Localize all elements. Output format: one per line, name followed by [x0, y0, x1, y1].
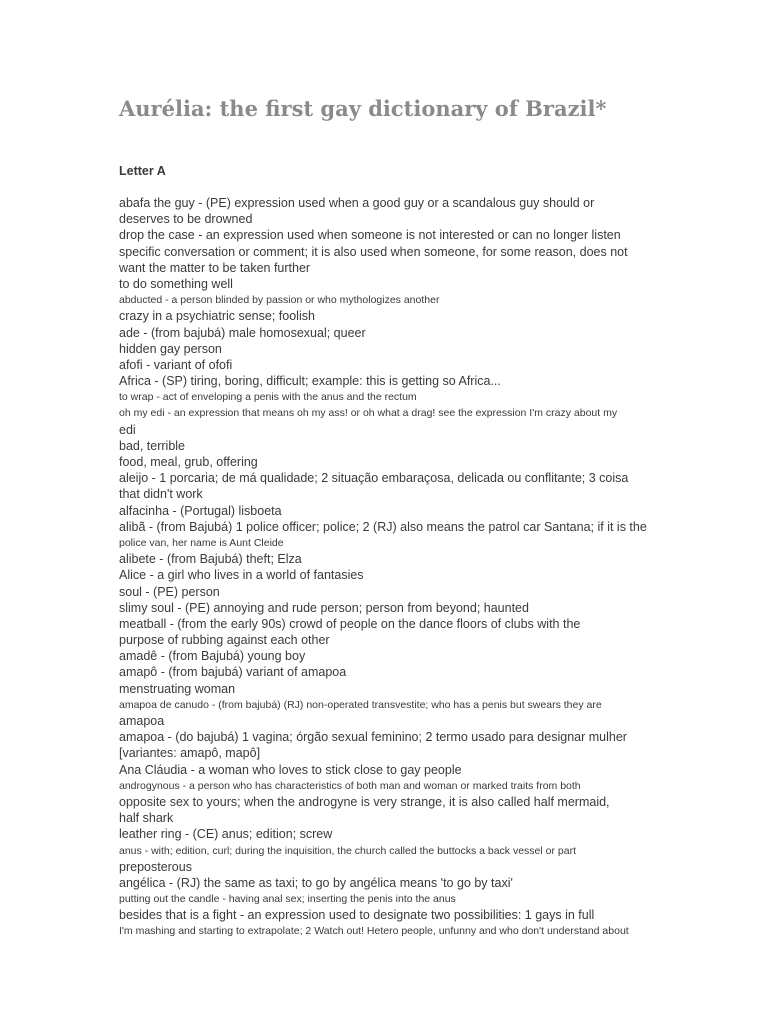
dictionary-line: meatball - (from the early 90s) crowd of people on the dance floors of clubs with the: [119, 616, 581, 631]
dictionary-line: bad, terrible: [119, 438, 186, 453]
dictionary-line: I'm mashing and starting to extrapolate; 2 Watch out! Hetero people, unfunny and who don't understand about: [119, 925, 629, 938]
dictionary-line: amapoa - (do bajubá) 1 vagina; órgão sexual feminino; 2 termo usado para designar mulher: [119, 730, 627, 745]
dictionary-line: amapô - (from bajubá) variant of amapoa: [119, 665, 347, 680]
dictionary-line: that didn't work: [119, 487, 203, 502]
dictionary-line: aleijo - 1 porcaria; de má qualidade; 2 situação embaraçosa, delicada ou conflitante; 3 coisa: [119, 471, 629, 486]
dictionary-line: want the matter to be taken further: [119, 260, 311, 275]
dictionary-line: amapoa: [119, 714, 165, 728]
dictionary-line: ade - (from bajubá) male homosexual; queer: [119, 325, 366, 340]
dictionary-line: police van, her name is Aunt Cleide: [119, 536, 284, 549]
dictionary-line: besides that is a fight - an expression used to designate two possibilities: 1 gays in full: [119, 908, 595, 923]
dictionary-line: deserves to be drowned: [119, 212, 253, 227]
dictionary-line: soul - (PE) person: [119, 584, 220, 599]
dictionary-line: hidden gay person: [119, 341, 222, 356]
dictionary-line: alibete - (from Bajubá) theft; Elza: [119, 552, 302, 567]
dictionary-line: Ana Cláudia - a woman who loves to stick close to gay people: [119, 762, 462, 777]
dictionary-line: food, meal, grub, offering: [119, 455, 258, 469]
dictionary-line: anus - with; edition, curl; during the inquisition, the church called the buttocks a back vessel or part: [119, 844, 576, 857]
dictionary-line: Africa - (SP) tiring, boring, difficult; example: this is getting so Africa...: [119, 374, 501, 389]
dictionary-line: purpose of rubbing against each other: [119, 633, 330, 648]
dictionary-line: slimy soul - (PE) annoying and rude person; person from beyond; haunted: [119, 600, 529, 615]
dictionary-line: crazy in a psychiatric sense; foolish: [119, 309, 315, 324]
dictionary-line: alfacinha - (Portugal) lisboeta: [119, 503, 282, 518]
document-title: Aurélia: the first gay dictionary of Brazil*: [119, 96, 607, 121]
dictionary-line: menstruating woman: [119, 681, 236, 696]
dictionary-line: opposite sex to yours; when the androgyne is very strange, it is also called half mermaid,: [119, 794, 610, 809]
dictionary-line: abafa the guy - (PE) expression used when a good guy or a scandalous guy should or: [119, 196, 595, 210]
dictionary-line: amadê - (from Bajubá) young boy: [119, 649, 306, 664]
dictionary-line: half shark: [119, 811, 174, 826]
dictionary-line: putting out the candle - having anal sex; inserting the penis into the anus: [119, 893, 456, 906]
dictionary-line: amapoa de canudo - (from bajubá) (RJ) non-operated transvestite; who has a penis but swears they are: [119, 698, 602, 711]
section-heading: Letter A: [119, 164, 166, 178]
dictionary-line: to do something well: [119, 276, 233, 291]
dictionary-line: alibã - (from Bajubá) 1 police officer; police; 2 (RJ) also means the patrol car Santana; if it is the: [119, 519, 647, 534]
dictionary-line: oh my edi - an expression that means oh my ass! or oh what a drag! see the expression I'm crazy about my: [119, 407, 618, 420]
dictionary-line: Alice - a girl who lives in a world of fantasies: [119, 568, 364, 583]
dictionary-line: [variantes: amapô, mapô]: [119, 746, 261, 761]
dictionary-entries: [119, 195, 679, 940]
dictionary-line: preposterous: [119, 859, 192, 874]
dictionary-line: specific conversation or comment; it is also used when someone, for some reason, does not: [119, 244, 628, 259]
dictionary-line: abducted - a person blinded by passion or who mythologizes another: [119, 294, 440, 307]
dictionary-line: edi: [119, 422, 136, 437]
dictionary-line: to wrap - act of enveloping a penis with the anus and the rectum: [119, 391, 417, 404]
dictionary-line: angélica - (RJ) the same as taxi; to go by angélica means 'to go by taxi': [119, 875, 513, 890]
dictionary-line: afofi - variant of ofofi: [119, 357, 233, 372]
dictionary-line: androgynous - a person who has characteristics of both man and woman or marked traits from both: [119, 779, 581, 792]
dictionary-line: leather ring - (CE) anus; edition; screw: [119, 827, 333, 842]
dictionary-line: drop the case - an expression used when someone is not interested or can no longer listen: [119, 228, 621, 243]
